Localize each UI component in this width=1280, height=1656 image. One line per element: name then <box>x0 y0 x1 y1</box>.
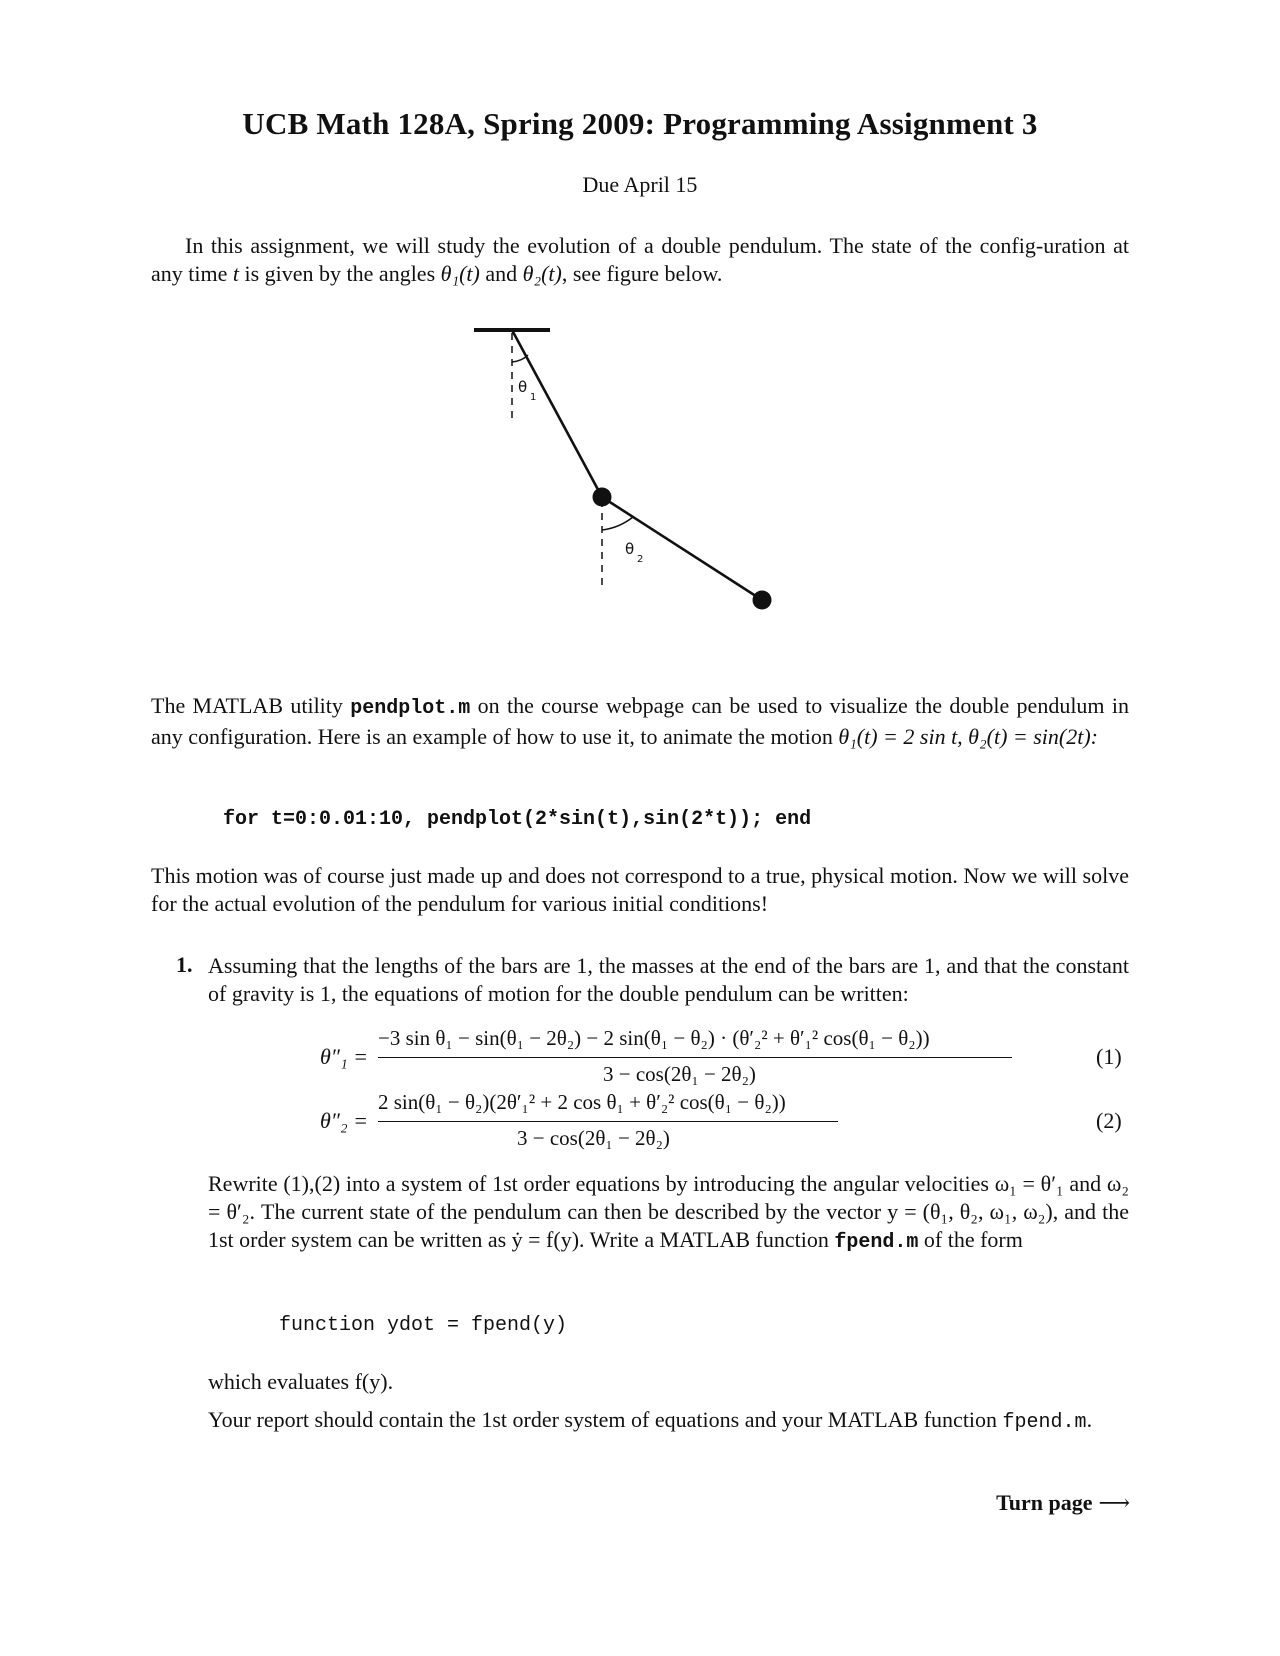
motion-formula: θ₁(t) = 2 sin t, θ₂(t) = sin(2t): <box>838 724 1099 749</box>
report-text: Your report should contain the 1st order system of equations and your MATLAB function <box>208 1407 1003 1432</box>
item-number-1: 1. <box>176 952 193 977</box>
eq1-fraction-bar <box>378 1057 1012 1058</box>
eq1-lhs: θ″₁ = <box>320 1044 368 1069</box>
intro-t-var: t <box>232 261 239 286</box>
report-paragraph <box>208 1406 1129 1437</box>
intro-text-3: and <box>479 261 523 286</box>
pendulum-mass-2 <box>753 591 772 610</box>
theta2-label: θ <box>625 540 635 558</box>
eq2-tag: (2) <box>1096 1108 1122 1133</box>
theta2-subscript: 2 <box>637 554 644 565</box>
rewrite-paragraph <box>208 1170 1129 1257</box>
evaluates-text: which evaluates f(y). <box>208 1369 394 1394</box>
matlab-text-1: The MATLAB utility <box>151 693 351 718</box>
fpend-filename: fpend.m <box>834 1231 919 1254</box>
intro-theta2: θ₂(t) <box>522 261 562 286</box>
fpend-code-signature: function ydot = fpend(y) <box>279 1314 568 1337</box>
right-arrow-icon: ⟶ <box>1098 1490 1130 1515</box>
report-end: . <box>1086 1407 1093 1432</box>
due-date: Due April 15 <box>582 172 698 197</box>
eq1-denominator: 3 − cos(2θ₁ − 2θ₂) <box>603 1062 756 1086</box>
intro-text-1: In this assignment, we will study the evolution of a double pendulum. The state of the config-uration at any time <box>151 233 1129 286</box>
theta1-label: θ <box>518 378 528 396</box>
item1-intro-text: Assuming that the lengths of the bars are 1, the masses at the end of the bars are 1, and that the constant of gravity is 1, the equations of motion for the double pendulum can be written: <box>208 953 1129 1006</box>
pendplot-code-example: for t=0:0.01:10, pendplot(2*sin(t),sin(2*t)); end <box>223 808 812 831</box>
eq1-numerator: −3 sin θ₁ − sin(θ₁ − 2θ₂) − 2 sin(θ₁ − θ₂) · (θ′₂² + θ′₁² cos(θ₁ − θ₂)) <box>378 1026 930 1050</box>
pendplot-filename: pendplot.m <box>350 697 471 720</box>
matlab-text-2: on the course webpage can be used to visualize the double pendulum in any configuration. Here is an example of how to use it, to animate the motion <box>151 693 1129 749</box>
intro-text-2: is given by the angles <box>239 261 441 286</box>
angle-arc-2 <box>602 517 633 530</box>
report-filename: fpend.m <box>1002 1411 1087 1434</box>
theta1-subscript: 1 <box>530 392 537 403</box>
eq2-numerator: 2 sin(θ₁ − θ₂)(2θ′₁² + 2 cos θ₁ + θ′₂² cos(θ₁ − θ₂)) <box>378 1090 786 1114</box>
eq2-fraction-bar <box>378 1121 838 1122</box>
turn-page-text: Turn page <box>996 1490 1093 1515</box>
rewrite-end-text: of the form <box>918 1227 1023 1252</box>
eq1-tag: (1) <box>1096 1044 1122 1069</box>
motion-paragraph: This motion was of course just made up and does not correspond to a true, physical motion. Now we will solve for the actual evolution of the pendulum for various initial conditions! <box>151 863 1129 916</box>
rewrite-text: Rewrite (1),(2) into a system of 1st order equations by introducing the angular velocities ω₁ = θ′₁ and ω₂ = θ′₂. The current state of the pendulum can then be described by the vector y = (θ₁, θ₂, ω₁, ω₂), and the 1st order system can be written as ẏ = f(y). Write a MATLAB function <box>208 1171 1129 1252</box>
pendulum-bar-1 <box>512 330 602 497</box>
turn-page-indicator <box>996 1490 1130 1516</box>
page-title: UCB Math 128A, Spring 2009: Programming Assignment 3 <box>242 106 1038 141</box>
intro-text-4: , see figure below. <box>561 261 723 286</box>
intro-theta1: θ₁(t) <box>440 261 480 286</box>
eq2-lhs: θ″₂ = <box>320 1108 368 1133</box>
matlab-utility-paragraph <box>151 692 1129 751</box>
eq2-denominator: 3 − cos(2θ₁ − 2θ₂) <box>517 1126 670 1150</box>
